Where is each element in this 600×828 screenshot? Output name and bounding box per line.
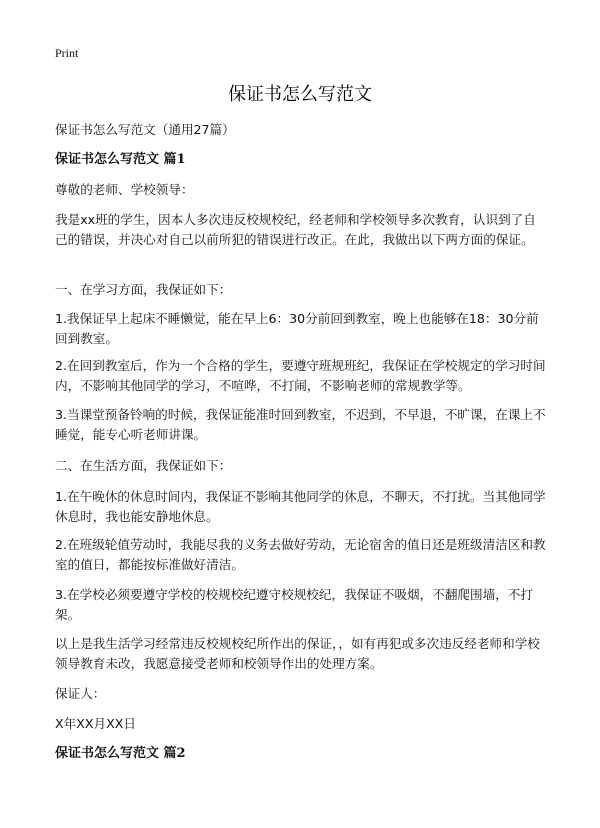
- guarantor-label: 保证人：: [55, 686, 106, 701]
- date-line: X年XX月XX日: [55, 716, 136, 731]
- section-heading-1: 保证书怎么写范文 篇1: [55, 152, 186, 167]
- life-item-1: 1.在午晚休的休息时间内，我保证不影响其他同学的休息，不聊天，不打扰。当其他同学休息时，我也能安静地休息。: [55, 489, 546, 524]
- life-heading: 二、在生活方面，我保证如下：: [55, 458, 232, 473]
- document-subtitle: 保证书怎么写范文（通用27篇）: [55, 122, 235, 137]
- life-item-3: 3.在学校必须要遵守学校的校规校纪遵守校规校纪，我保证不吸烟，不翻爬围墙，不打架。: [55, 587, 533, 622]
- section-heading-2: 保证书怎么写范文 篇2: [55, 746, 186, 761]
- salutation: 尊敬的老师、学校领导：: [55, 182, 194, 197]
- life-item-2: 2.在班级轮值劳动时，我能尽我的义务去做好劳动，无论宿舍的值日还是班级清洁区和教室的值日，都能按标准做好清洁。: [55, 537, 546, 572]
- study-item-1: 1.我保证早上起床不睡懒觉，能在早上6：30分前回到教室，晚上也能够在18：30分前回到教室。: [55, 311, 539, 346]
- study-item-2: 2.在回到教室后，作为一个合格的学生，要遵守班规班纪，我保证在学校规定的学习时间内，不影响其他同学的学习，不喧哗，不打闹，不影响老师的常规教学等。: [55, 358, 546, 393]
- print-label: Print: [55, 46, 79, 60]
- intro-paragraph: 我是xx班的学生，因本人多次违反校规校纪，经老师和学校领导多次教育，认识到了自己的错误，并决心对自己以前所犯的错误进行改正。在此，我做出以下两方面的保证。: [55, 212, 536, 247]
- closing-paragraph: 以上是我生活学习经常违反校规校纪所作出的保证，，如有再犯或多次违反经老师和学校领导教育未改，我愿意接受老师和校领导作出的处理方案。: [55, 636, 540, 671]
- study-item-3: 3.当课堂预备铃响的时候，我保证能准时回到教室，不迟到，不早退，不旷课，在课上不睡觉，能专心听老师讲课。: [55, 407, 546, 442]
- page-title: 保证书怎么写范文: [228, 84, 372, 105]
- study-heading: 一、在学习方面，我保证如下：: [55, 282, 232, 297]
